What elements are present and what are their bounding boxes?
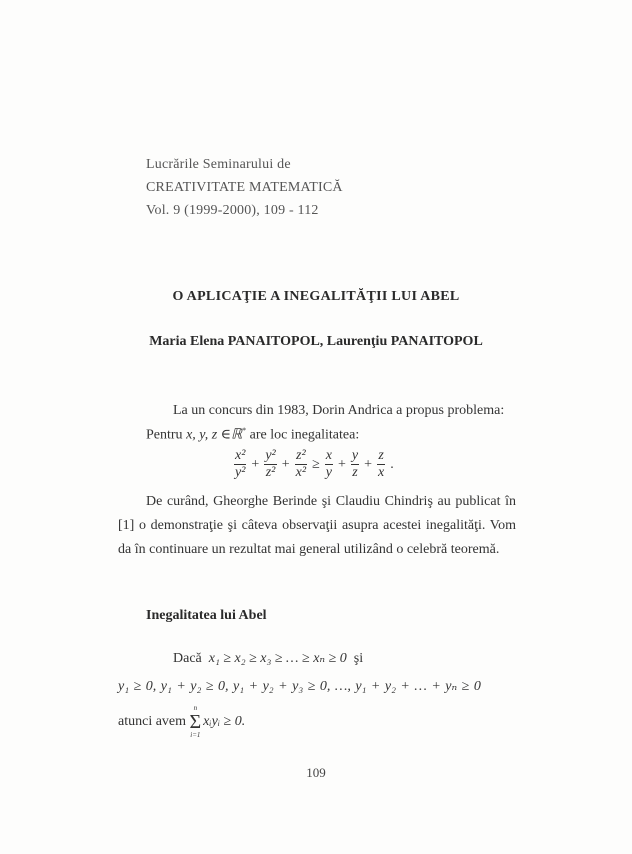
sum-symbol: n Σ i=1 — [189, 704, 202, 739]
fraction-3: $\frac{\text{z²}}{\text{x²}}$ — [295, 448, 307, 480]
paper-authors: Maria Elena PANAITOPOL, Laurenţiu PANAITOPOL — [149, 334, 483, 349]
header-line-1: Lucrările Seminarului de — [146, 157, 291, 172]
fraction-6: $\frac{z}{x}$ — [378, 448, 385, 480]
page-number: 109 — [306, 765, 326, 780]
section-heading: Inegalitatea lui Abel — [146, 608, 267, 623]
sum-body: xᵢyᵢ ≥ 0. — [203, 714, 246, 729]
intro-line-2 — [146, 421, 359, 446]
geq-sign: ≥ — [312, 456, 320, 472]
variables-sup: * — [242, 426, 247, 435]
atunci-text: atunci avem — [118, 714, 187, 729]
fraction-2: $\frac{\text{y²}}{\text{z²}}$ — [265, 448, 276, 480]
fraction-1: $\frac{\text{x²}}{\text{y²}}$ — [235, 448, 246, 480]
si-text: şi — [353, 651, 364, 666]
header-line-2: CREATIVITATE MATEMATICĂ — [146, 180, 343, 195]
abel-condition-2: y₁ ≥ 0, y₁ + y₂ ≥ 0, y₁ + y₂ + y₃ ≥ 0, …, y₁ + y₂ + … + yₙ ≥ 0 — [118, 679, 481, 694]
rest-text: are loc inegalitatea: — [249, 427, 360, 443]
pentru-text: Pentru — [146, 427, 183, 443]
x-chain: x₁ ≥ x₂ ≥ x₃ ≥ … ≥ xₙ ≥ 0 — [208, 651, 347, 666]
fraction-5: $\frac{y}{z}$ — [351, 448, 359, 480]
paper-title: O APLICAŢIE A INEGALITĂŢII LUI ABEL — [172, 289, 460, 304]
journal-header — [146, 153, 343, 222]
intro-line-1: La un concurs din 1983, Dorin Andrica a propus problema: — [173, 403, 505, 418]
body-paragraph: De curând, Gheorghe Berinde şi Claudiu Chindriş au publicat în [1] o demonstraţie şi câteva observaţii asupra acestei inegalităţi. Vom da în continuare un rezultat mai general utilizând o celebră teoremă. — [118, 494, 516, 557]
header-line-3: Vol. 9 (1999-2000), 109 - 112 — [146, 203, 319, 218]
abel-conclusion — [118, 704, 245, 740]
fraction-4: $\frac{x}{y}$ — [325, 448, 332, 480]
variables-text: x, y, z ∈ℝ — [186, 427, 243, 443]
abel-condition-1 — [173, 649, 363, 669]
daca-text: Dacă — [173, 651, 202, 666]
main-inequality: $\frac{\text{x²}}{\text{y²}}$ + $\frac{\text{y²}}{\text{z²}}$ + $\frac{\text{z²}}{\text{x²}}$ ≥ $\frac{x}{y}$ + $\frac{y}{z}$ + $\frac{z}{x}$ . — [235, 448, 394, 480]
